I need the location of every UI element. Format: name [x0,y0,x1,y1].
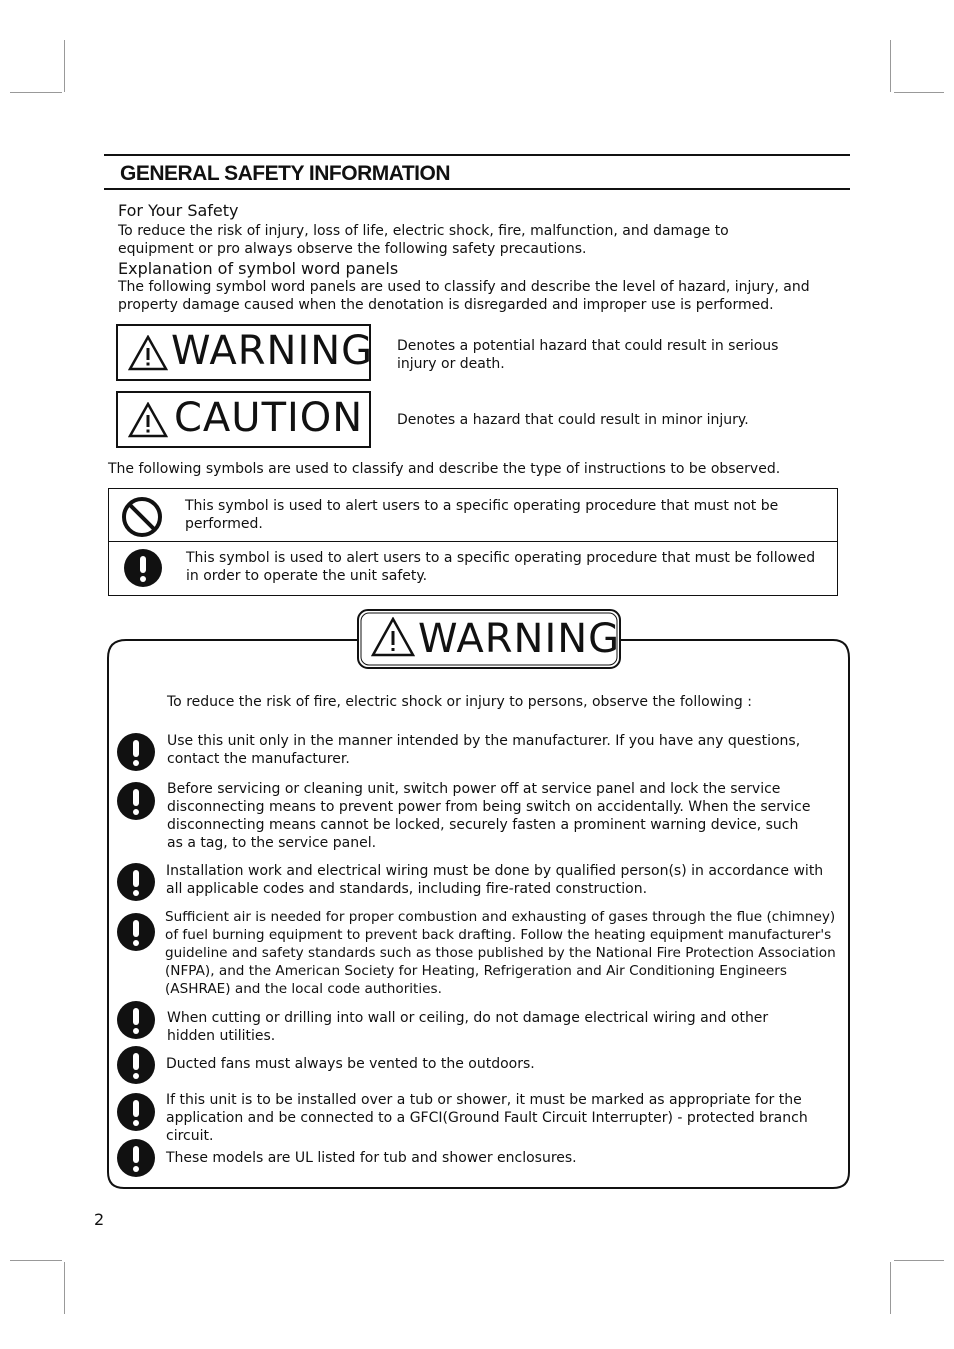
mandatory-bullet-icon [117,1046,155,1084]
warning-item-3: Installation work and electrical wiring must be done by qualified person(s) in accordance with all applicable codes and standards, including fire-rated construction. [166,863,824,897]
warning-box-label: WARNING [418,616,621,662]
caution-panel [116,391,371,448]
crop-mark [64,40,65,92]
for-your-safety-line2: equipment or pro always observe the following safety precautions. [118,241,587,257]
explanation-heading: Explanation of symbol word panels [118,259,399,278]
crop-mark [10,92,62,93]
mandatory-icon [124,549,162,587]
mandatory-bullet-icon [117,1093,155,1131]
warning-triangle-icon [128,335,168,371]
symbols-intro: The following symbols are used to classify and describe the type of instructions to be observed. [108,461,781,477]
warning-item-7: If this unit is to be installed over a tub or shower, it must be marked as appropriate for the application and be connected to a GFCI(Ground Fault Circuit Interrupter) - protected branch circuit. [166,1092,808,1144]
page-number: 2 [94,1210,105,1229]
for-your-safety-heading: For Your Safety [118,201,239,220]
prohibit-symbol-row [108,488,838,542]
mandatory-desc-line1: This symbol is used to alert users to a specific operating procedure that must be followed [186,550,816,566]
mandatory-bullet-icon [117,913,155,951]
crop-mark [890,40,891,92]
warning-box-intro: To reduce the risk of fire, electric shock or injury to persons, observe the following : [167,694,752,710]
warning-item-6: Ducted fans must always be vented to the outdoors. [166,1056,535,1072]
mandatory-bullet-icon [117,733,155,771]
crop-mark [894,92,944,93]
prohibit-icon [121,496,163,538]
explanation-line2: property damage caused when the denotation is disregarded and improper use is performed. [118,297,774,313]
warning-item-5: When cutting or drilling into wall or ceiling, do not damage electrical wiring and other hidden utilities. [167,1010,769,1044]
warning-item-8: These models are UL listed for tub and shower enclosures. [166,1150,577,1166]
crop-mark [894,1260,944,1261]
warning-item-1: Use this unit only in the manner intended by the manufacturer. If you have any questions, contact the manufacturer. [167,733,801,767]
prohibit-desc-line2: performed. [185,516,263,532]
section-title: GENERAL SAFETY INFORMATION [120,162,451,185]
warning-box-triangle-icon [371,617,415,657]
caution-desc: Denotes a hazard that could result in minor injury. [397,412,749,428]
mandatory-desc-line2: in order to operate the unit safety. [186,568,428,584]
section-title-bar [104,154,850,190]
mandatory-bullet-icon [117,1139,155,1177]
warning-item-2: Before servicing or cleaning unit, switch power off at service panel and lock the service disconnecting means to prevent power from being switch on accidentally. When the service disconnecting means cannot be locked, securely fasten a prominent warning device, such as a tag, to the service panel. [167,781,811,851]
mandatory-bullet-icon [117,782,155,820]
warning-item-4: Sufficient air is needed for proper combustion and exhausting of gases through the flue (chimney) of fuel burning equipment to prevent back drafting. Follow the heating equipment manufacturer's guideline and safety standards such as those published by the National Fire Protection Association (NFPA), and the American Society for Heating, Refrigeration and Air Conditioning Engineers (ASHRAE) and the local code authorities. [165,909,836,997]
explanation-line1: The following symbol word panels are used to classify and describe the level of hazard, injury, and [118,279,810,295]
for-your-safety-line1: To reduce the risk of injury, loss of life, electric shock, fire, malfunction, and damage to [118,223,729,239]
warning-panel [116,324,374,381]
warning-desc-line1: Denotes a potential hazard that could result in serious [397,338,779,354]
caution-label: CAUTION [174,395,364,441]
mandatory-symbol-row [108,541,838,596]
crop-mark [64,1262,65,1314]
crop-mark [890,1262,891,1314]
warning-label: WARNING [171,328,374,374]
prohibit-desc-line1: This symbol is used to alert users to a specific operating procedure that must not be [185,498,779,514]
mandatory-bullet-icon [117,863,155,901]
crop-mark [10,1260,62,1261]
caution-triangle-icon [128,402,168,438]
warning-desc-line2: injury or death. [397,356,505,372]
mandatory-bullet-icon [117,1001,155,1039]
